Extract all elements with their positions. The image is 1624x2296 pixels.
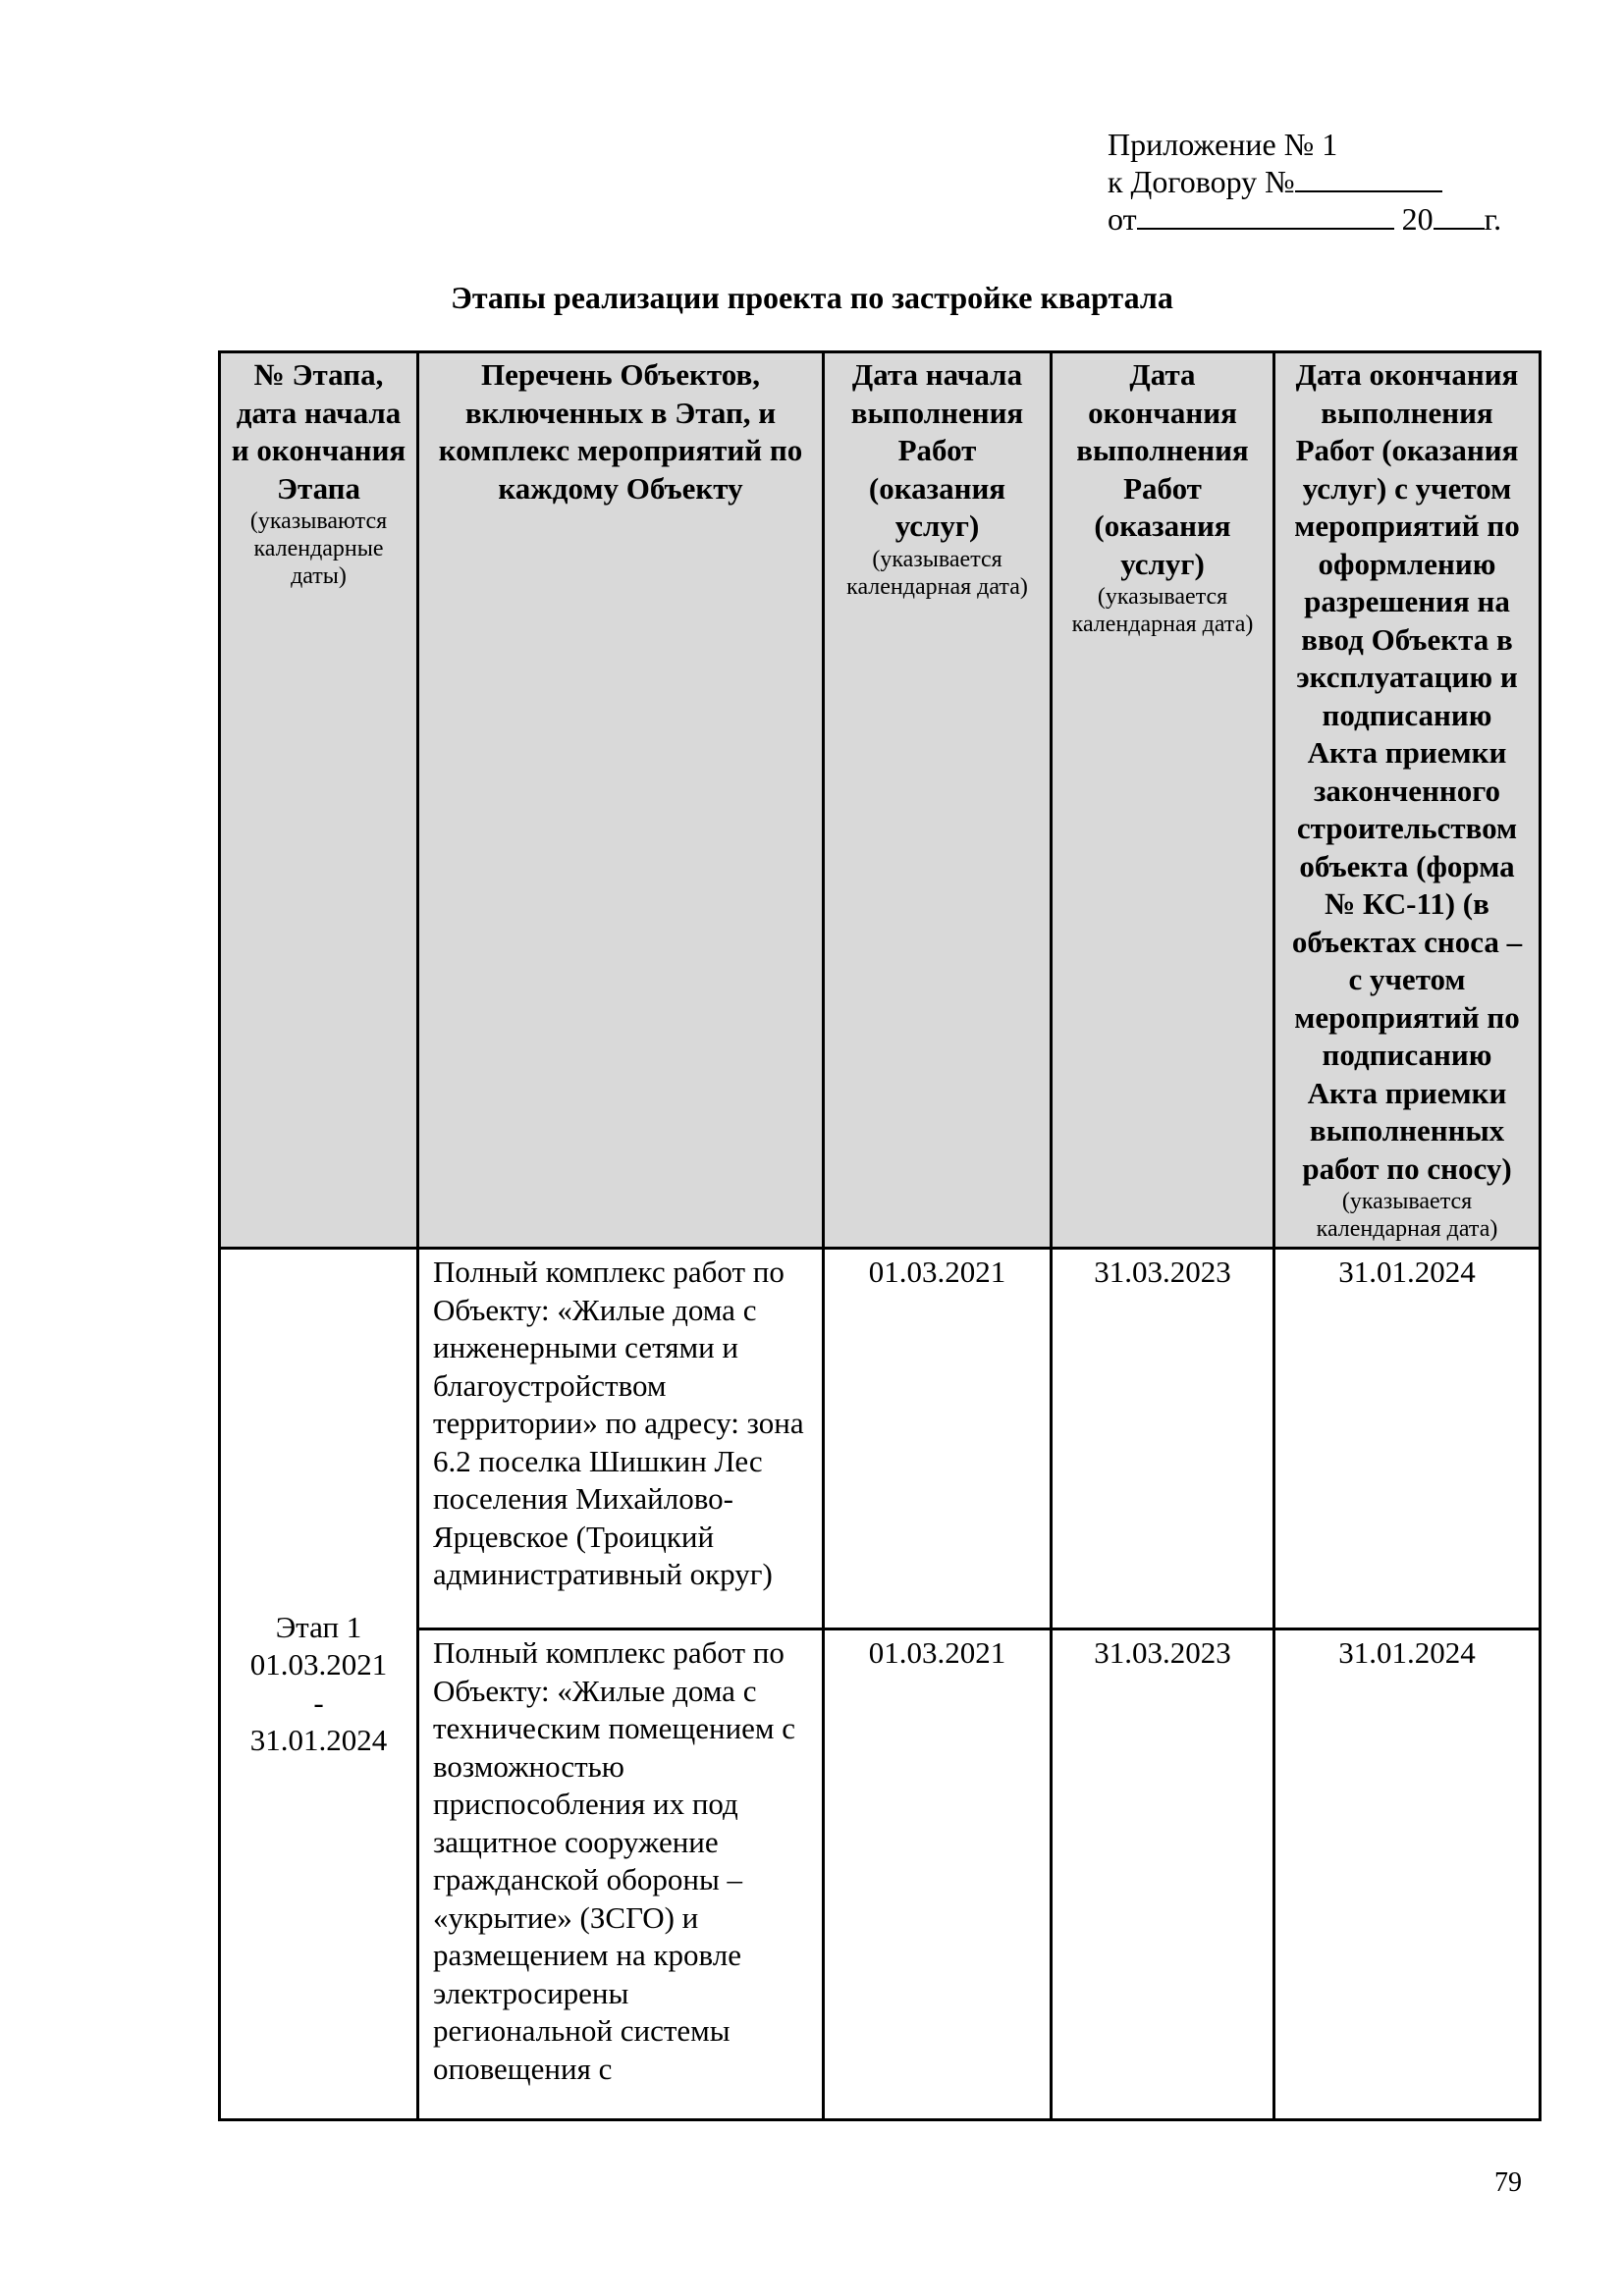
header-start-date bbox=[824, 352, 1052, 1249]
annex-title: Приложение № 1 bbox=[1108, 127, 1338, 162]
annex-contract-line bbox=[1108, 163, 1501, 200]
stage-dash: - bbox=[313, 1684, 324, 1720]
table-row bbox=[220, 1629, 1541, 2120]
document-title: Этапы реализации проекта по застройке квартала bbox=[451, 280, 1173, 315]
header-end-date-permit bbox=[1274, 352, 1541, 1249]
object-description: Полный комплекс работ по Объекту: «Жилые дома с техническим помещением с возможностью приспособления их под защитное сооружение гражданской обороны – «укрытие» (ЗСГО) и размещением на кровле электросирены региональной системы оповещения с bbox=[418, 1629, 824, 2120]
end-date: 31.03.2023 bbox=[1052, 1629, 1274, 2120]
table-header-row bbox=[220, 352, 1541, 1249]
table-row bbox=[220, 1249, 1541, 1629]
stage-name: Этап 1 bbox=[275, 1609, 362, 1644]
end-date-permit: 31.01.2024 bbox=[1274, 1629, 1541, 2120]
header-stage bbox=[220, 352, 418, 1249]
annex-year-suffix: г. bbox=[1484, 201, 1502, 237]
annex-date-prefix: от bbox=[1108, 201, 1137, 237]
header-objects bbox=[418, 352, 824, 1249]
contract-number-blank bbox=[1295, 163, 1442, 192]
stage-start: 01.03.2021 bbox=[249, 1647, 388, 1682]
header-objects-title: Перечень Объектов, включенных в Этап, и комплекс мероприятий по каждому Объекту bbox=[438, 357, 803, 506]
annex-year-prefix: 20 bbox=[1401, 201, 1434, 237]
annex-contract-label: к Договору № bbox=[1108, 164, 1295, 199]
end-date-permit: 31.01.2024 bbox=[1274, 1249, 1541, 1629]
annex-block bbox=[1108, 126, 1501, 238]
end-date: 31.03.2023 bbox=[1052, 1249, 1274, 1629]
header-end-date-permit-note: (указывается календарная дата) bbox=[1316, 1189, 1498, 1242]
page-number: 79 bbox=[1494, 2167, 1522, 2198]
year-blank bbox=[1434, 200, 1485, 230]
header-end-date-note: (указывается календарная дата) bbox=[1071, 584, 1254, 637]
header-stage-title: № Этапа, дата начала и окончания Этапа bbox=[231, 357, 406, 506]
stage-end: 31.01.2024 bbox=[249, 1723, 388, 1757]
stages-table bbox=[218, 350, 1542, 2121]
header-start-date-title: Дата начала выполнения Работ (оказания услуг) bbox=[850, 357, 1024, 543]
header-end-date bbox=[1052, 352, 1274, 1249]
annex-date-line bbox=[1108, 200, 1501, 238]
object-description: Полный комплекс работ по Объекту: «Жилые дома с инженерными сетями и благоустройством территории» по адресу: зона 6.2 поселка Шишкин Лес поселения Михайлово-Ярцевское (Троицкий административный округ) bbox=[418, 1249, 824, 1629]
header-end-date-permit-title: Дата окончания выполнения Работ (оказания услуг) с учетом мероприятий по оформлению разрешения на ввод Объекта в эксплуатацию и подписанию Акта приемки законченного строительством объекта (форма № КС-11) (в объектах сноса – с учетом мероприятий по подписанию Акта приемки выполненных работ по сносу) bbox=[1291, 357, 1523, 1186]
date-blank bbox=[1137, 200, 1394, 230]
header-end-date-title: Дата окончания выполнения Работ (оказания услуг) bbox=[1076, 357, 1249, 581]
start-date: 01.03.2021 bbox=[824, 1629, 1052, 2120]
header-stage-note: (указываются календарные даты) bbox=[249, 508, 388, 589]
header-start-date-note: (указывается календарная дата) bbox=[846, 546, 1028, 600]
stage-cell bbox=[220, 1249, 418, 2120]
start-date: 01.03.2021 bbox=[824, 1249, 1052, 1629]
